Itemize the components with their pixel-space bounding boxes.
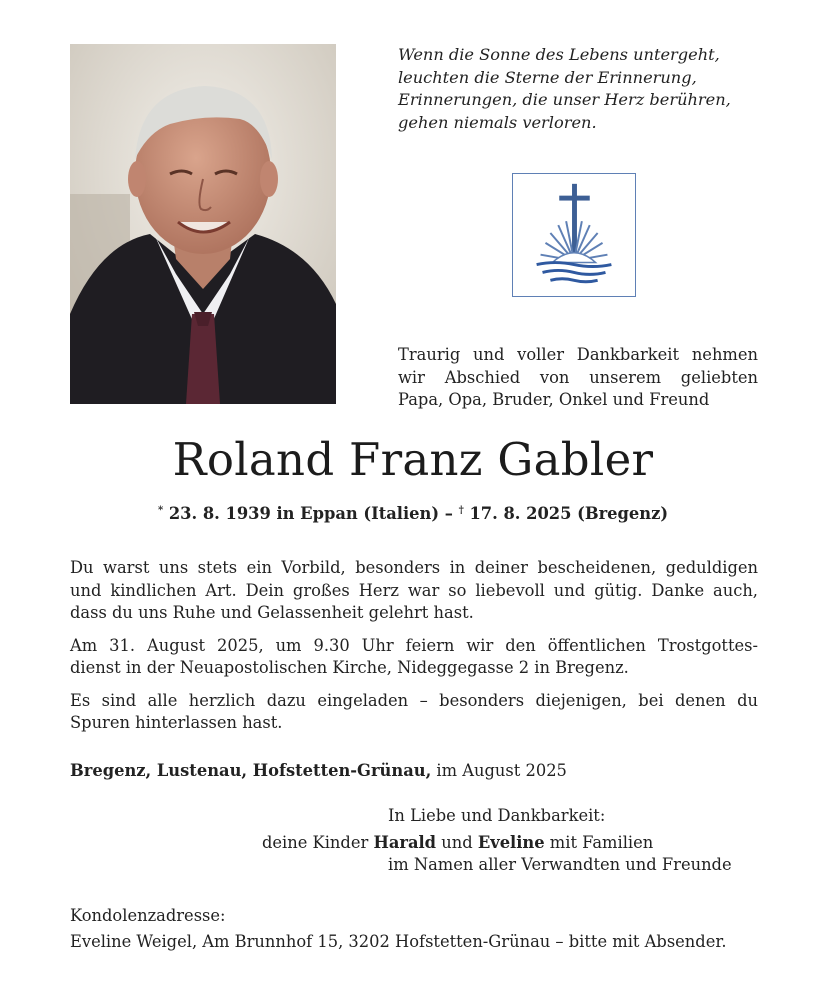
signature-relatives: im Namen aller Verwandten und Freunde [388, 855, 732, 874]
death-mark: † [458, 505, 464, 516]
text-line: Du warst uns stets ein Vorbild, besonders in deiner bescheidenen, geduldigen [70, 558, 758, 577]
children-suffix: mit Familien [544, 833, 654, 852]
text-line: dienst in der Neuapostolischen Kirche, Nideggegasse 2 in Bregenz. [70, 658, 629, 677]
quote-line: gehen niemals verloren. [398, 112, 597, 132]
intro-line: Traurig und voller Dankbarkeit nehmen [398, 345, 758, 364]
birth-date: 23. 8. 1939 in Eppan (Italien) [168, 504, 440, 523]
obituary-text [70, 557, 758, 745]
quote-line: Wenn die Sonne des Lebens untergeht, [398, 45, 720, 64]
condolence-label: Kondolenzadresse: [70, 906, 226, 925]
text-line: Spuren hinterlassen hast. [70, 713, 283, 732]
life-dates [0, 500, 826, 525]
text-line: und kindlichen Art. Dein großes Herz war so liebevoll und gütig. Danke auch, [70, 580, 758, 600]
church-emblem [512, 173, 636, 297]
quote-line: leuchten die Sterne der Erinnerung, [398, 67, 697, 87]
text-line: Am 31. August 2025, um 9.30 Uhr feiern wir den öffentlichen Trostgottes- [70, 635, 758, 655]
paragraph-tribute [70, 557, 758, 625]
place-and-date [70, 760, 567, 783]
cross-sunrise-icon [513, 174, 635, 296]
month-year: im August 2025 [431, 761, 567, 780]
farewell-intro [398, 344, 758, 412]
children-prefix: deine Kinder [262, 833, 374, 852]
portrait-photo [70, 44, 336, 404]
signature-greeting: In Liebe und Dankbarkeit: [388, 806, 606, 825]
quote-line: Erinnerungen, die unser Herz berühren, [398, 90, 731, 109]
text-line: Es sind alle herzlich dazu eingeladen – besonders diejenigen, bei denen du [70, 690, 758, 710]
children-and: und [436, 833, 478, 852]
condolence-address: Eveline Weigel, Am Brunnhof 15, 3202 Hofstetten-Grünau – bitte mit Absender. [70, 932, 727, 951]
places: Bregenz, Lustenau, Hofstetten-Grünau, [70, 761, 432, 780]
intro-line: Papa, Opa, Bruder, Onkel und Freund [398, 390, 710, 409]
paragraph-service [70, 635, 758, 680]
birth-mark: * [157, 505, 164, 516]
memorial-quote [398, 44, 798, 134]
child-name: Eveline [477, 833, 545, 852]
date-separator: – [439, 504, 459, 523]
portrait-image [70, 44, 336, 404]
death-date: 17. 8. 2025 (Bregenz) [469, 504, 669, 523]
child-name: Harald [373, 833, 437, 852]
deceased-name: Roland Franz Gabler [172, 433, 654, 486]
text-line: dass du uns Ruhe und Gelassenheit gelehrt hast. [70, 603, 474, 622]
paragraph-invitation [70, 690, 758, 735]
intro-line: wir Abschied von unserem geliebten [398, 367, 758, 387]
signature-children [262, 832, 653, 855]
